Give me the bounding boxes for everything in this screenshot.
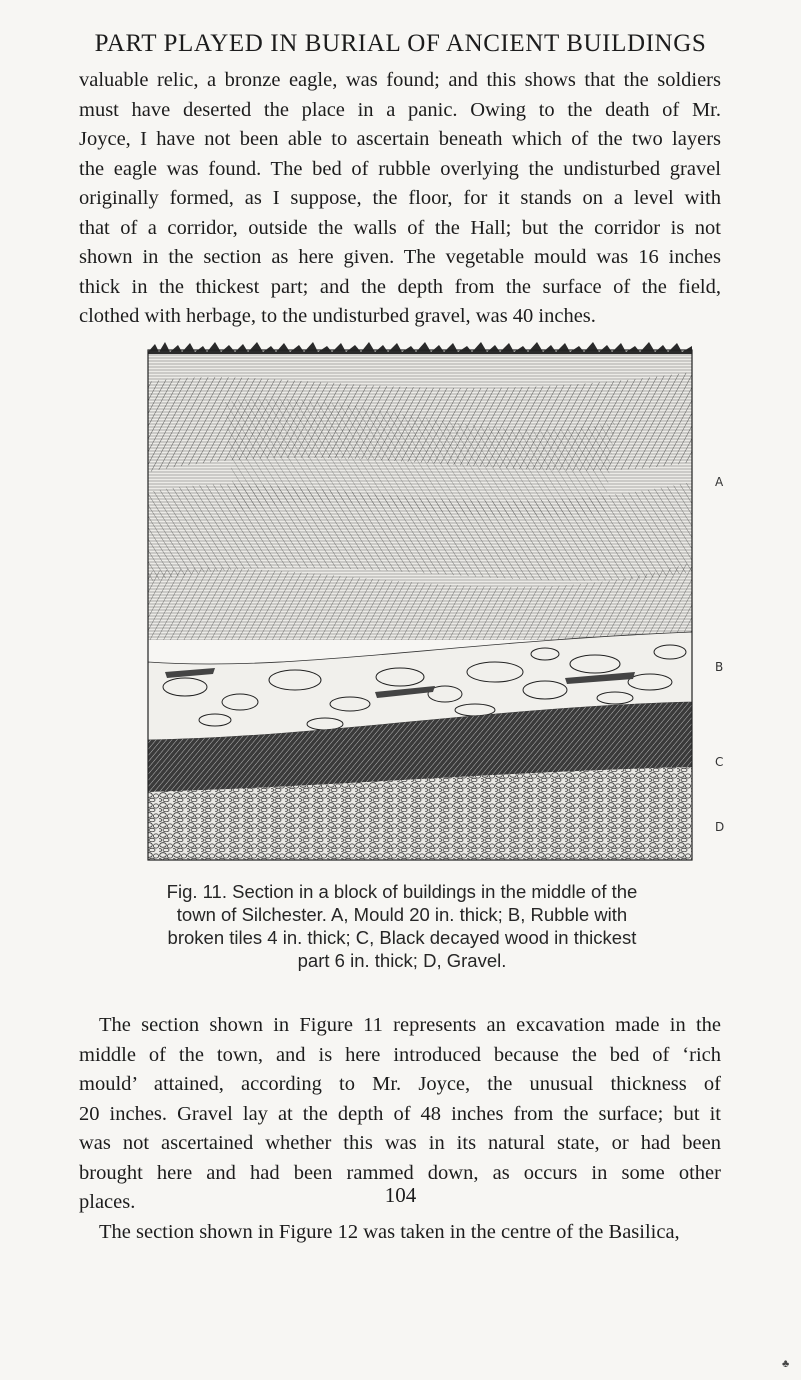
- text-line: 20 inches. Gravel lay at the depth of 48 inches from the surface; but it: [79, 1102, 721, 1125]
- text-line: that of a corridor, outside the walls of the Hall; but the corridor is not: [79, 216, 721, 239]
- text-line: the eagle was found. The bed of rubble overlying the undisturbed gravel: [79, 157, 721, 180]
- section-illustration: [145, 342, 695, 862]
- text-line: mould’ attained, according to Mr. Joyce, the unusual thickness of: [79, 1073, 721, 1095]
- label-d: D: [715, 820, 725, 834]
- paragraph-1: [79, 66, 721, 332]
- text-line: The section shown in Figure 12 was taken in the centre of the Basilica,: [99, 1220, 680, 1243]
- text-line: The section shown in Figure 11 represents an excavation made in the: [99, 1014, 721, 1036]
- speck-mark: ♣: [782, 1358, 790, 1370]
- text-line: must have deserted the place in a panic. Owing to the death of Mr.: [79, 98, 721, 121]
- text-line: Joyce, I have not been able to ascertain beneath which of the two layers: [79, 128, 721, 150]
- caption-line: town of Silchester. A, Mould 20 in. thick; B, Rubble with: [176, 904, 628, 925]
- text-line: brought here and had been rammed down, as occurs in some other: [79, 1161, 721, 1184]
- caption-line: part 6 in. thick; D, Gravel.: [297, 950, 507, 971]
- caption-line: broken tiles 4 in. thick; C, Black decayed wood in thickest: [167, 927, 637, 948]
- text-line: valuable relic, a bronze eagle, was found; and this shows that the soldiers: [79, 69, 721, 91]
- text-line: originally formed, as I suppose, the floor, for it stands on a level with: [79, 187, 721, 209]
- text-line: was not ascertained whether this was in its natural state, or had been: [79, 1132, 721, 1154]
- label-c: C: [715, 755, 724, 769]
- page-number: 104: [384, 1183, 417, 1207]
- figure-11-section: [145, 342, 695, 862]
- label-a: A: [715, 475, 724, 489]
- text-line: thick in the thickest part; and the depth from the surface of the field,: [79, 275, 721, 298]
- layer-a-mould: [148, 342, 692, 640]
- paragraph-2: [79, 1011, 721, 1247]
- figure-caption: [124, 880, 680, 972]
- label-b: B: [715, 660, 724, 674]
- text-line: shown in the section as here given. The vegetable mould was 16 inches: [79, 246, 721, 268]
- running-head: PART PLAYED IN BURIAL OF ANCIENT BUILDINGS: [94, 30, 707, 57]
- text-line: middle of the town, and is here introduced because the bed of ‘rich: [79, 1043, 721, 1066]
- text-line: places.: [79, 1191, 136, 1213]
- caption-line: Fig. 11. Section in a block of buildings in the middle of the: [166, 881, 638, 902]
- text-line: clothed with herbage, to the undisturbed gravel, was 40 inches.: [79, 305, 596, 327]
